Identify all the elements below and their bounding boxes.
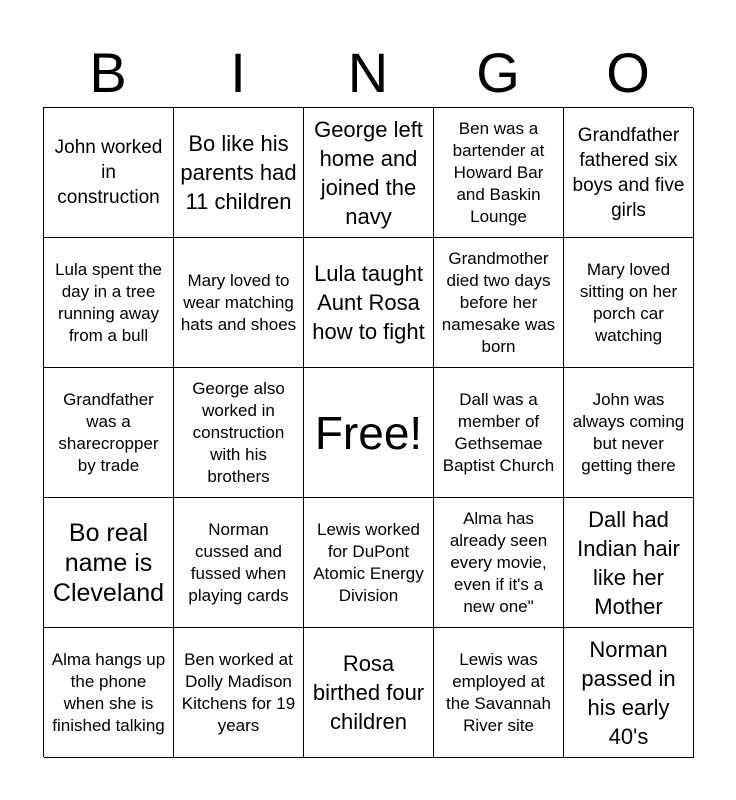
bingo-cell[interactable] <box>564 238 694 368</box>
header-letter-o: O <box>606 41 650 104</box>
bingo-cell[interactable] <box>44 238 174 368</box>
cell-text: Grandfather fathered six boys and five girls <box>572 124 685 221</box>
bingo-cell[interactable] <box>44 628 174 758</box>
bingo-cell[interactable] <box>304 108 434 238</box>
cell-text: Lula spent the day in a tree running away from a bull <box>55 259 162 345</box>
bingo-header <box>43 40 693 106</box>
free-space-cell[interactable] <box>304 368 434 498</box>
bingo-cell[interactable] <box>174 498 304 628</box>
cell-text: Grandfather was a sharecropper by trade <box>58 389 159 475</box>
cell-text: Mary loved sitting on her porch car watching <box>579 259 678 345</box>
bingo-cell[interactable] <box>434 108 564 238</box>
cell-text: Grandmother died two days before her namesake was born <box>441 248 556 356</box>
bingo-cell[interactable] <box>304 238 434 368</box>
bingo-cell[interactable] <box>44 368 174 498</box>
bingo-cell[interactable] <box>304 628 434 758</box>
cell-text: George left home and joined the navy <box>314 116 423 229</box>
bingo-cell[interactable] <box>564 108 694 238</box>
cell-text: Ben worked at Dolly Madison Kitchens for 19 years <box>181 649 296 735</box>
header-letter-g: G <box>476 41 520 104</box>
cell-text: Ben was a bartender at Howard Bar and Baskin Lounge <box>452 118 545 226</box>
cell-text: Alma has already seen every movie, even if it's a new one" <box>449 508 548 616</box>
bingo-cell[interactable] <box>304 498 434 628</box>
bingo-cell[interactable] <box>174 628 304 758</box>
header-letter-i: I <box>230 41 246 104</box>
bingo-cell[interactable] <box>564 628 694 758</box>
bingo-cell[interactable] <box>44 498 174 628</box>
cell-text: Lewis worked for DuPont Atomic Energy Division <box>313 519 424 605</box>
cell-text: Norman cussed and fussed when playing cards <box>188 519 289 605</box>
cell-text: Alma hangs up the phone when she is finished talking <box>51 649 166 735</box>
bingo-cell[interactable] <box>174 238 304 368</box>
cell-text: Mary loved to wear matching hats and shoes <box>180 270 297 334</box>
cell-text: Dall was a member of Gethsemae Baptist Church <box>442 389 555 475</box>
bingo-cell[interactable] <box>174 368 304 498</box>
bingo-cell[interactable] <box>434 238 564 368</box>
cell-text: George also worked in construction with his brothers <box>192 378 285 486</box>
bingo-cell[interactable] <box>44 108 174 238</box>
cell-text: Bo like his parents had 11 children <box>180 131 297 214</box>
bingo-card-grid <box>43 107 693 757</box>
cell-text: Bo real name is Cleveland <box>52 518 165 607</box>
bingo-cell[interactable] <box>434 628 564 758</box>
cell-text: Norman passed in his early 40's <box>581 636 676 749</box>
bingo-cell[interactable] <box>564 368 694 498</box>
header-letter-n: N <box>347 41 389 104</box>
cell-text: Dall had Indian hair like her Mother <box>577 506 680 619</box>
bingo-cell[interactable] <box>434 368 564 498</box>
free-space-text: Free! <box>314 406 423 459</box>
header-letter-b: B <box>89 41 127 104</box>
cell-text: Rosa birthed four children <box>312 651 425 734</box>
cell-text: Lula taught Aunt Rosa how to fight <box>312 261 425 344</box>
bingo-cell[interactable] <box>434 498 564 628</box>
cell-text: John was always coming but never getting there <box>572 389 685 475</box>
bingo-cell[interactable] <box>174 108 304 238</box>
bingo-cell[interactable] <box>564 498 694 628</box>
cell-text: John worked in construction <box>54 137 163 208</box>
cell-text: Lewis was employed at the Savannah River site <box>446 649 551 735</box>
